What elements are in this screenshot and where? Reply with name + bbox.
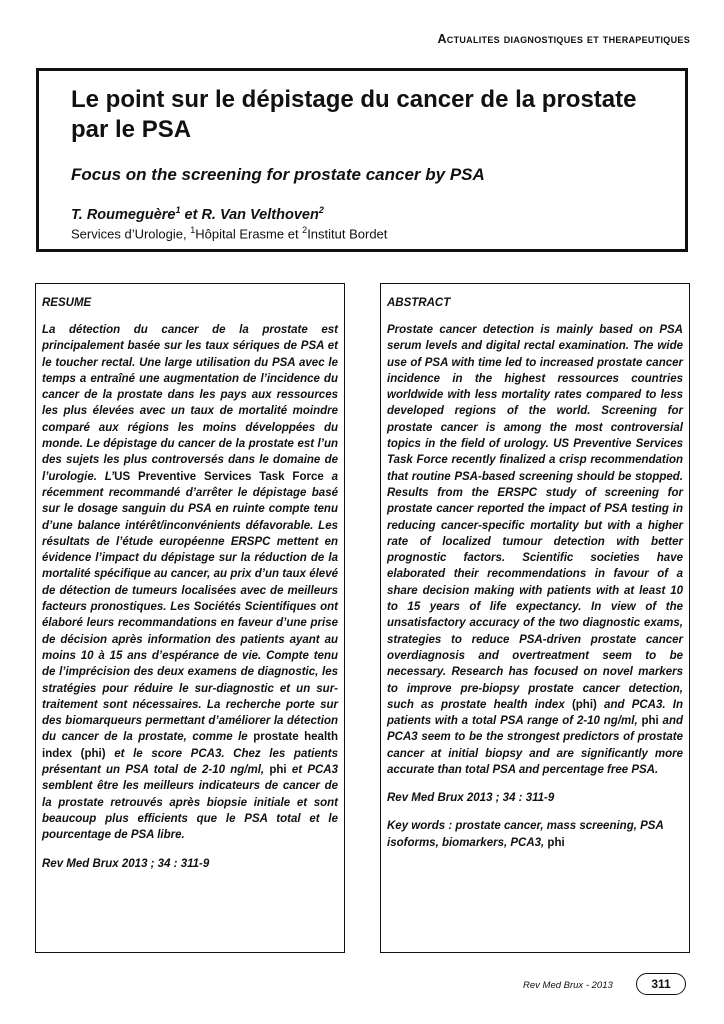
abstract-text-part: and PCA3 seem to be the strongest predictors of prostate cancer at initial biopsy and are significantly more accurate than total PSA and percentage free PSA. (387, 715, 684, 777)
resume-text (42, 322, 338, 844)
keywords-end: phi (547, 836, 565, 849)
page-number: 311 (636, 973, 686, 995)
resume-reference: Rev Med Brux 2013 ; 34 : 311-9 (42, 857, 210, 870)
author-1: T. Roumeguère (71, 206, 176, 223)
affiliation-mark-2: 2 (302, 225, 308, 235)
author-1-affil-mark: 1 (175, 205, 181, 215)
resume-text-part: prostate health index (phi) (42, 731, 338, 760)
affiliation-mark-1: 1 (190, 225, 196, 235)
abstract-reference: Rev Med Brux 2013 ; 34 : 311-9 (387, 792, 555, 805)
resume-text-part: et PCA3 semblent être les meilleurs indicateurs de cancer de la prostate retrouvés après biopsie initiale et sont beaucoup plus efficients que le PSA total et le pourcentage de PSA libre. (42, 764, 339, 842)
resume-text-part: La détection du cancer de la prostate est principalement basée sur les taux sériques de PSA et le toucher rectal. Une large utilisation du PSA avec le temps a entraîné une augmentation de l’incidence du cancer de la prostate dans les pays aux ressources les plus élevées avec un taux de mortalité moindre comparé aux régions les moins développées du monde. Le dépistage du cancer de la prostate est l’un des sujets les plus controversés dans le domaine de l’urologie. L’ (42, 324, 338, 483)
resume-text-part: et le score PCA3. Chez les patients présentant un PSA total de 2-10 ng/ml, (42, 747, 339, 777)
affiliation-institution-2: Institut Bordet (307, 226, 388, 242)
article-title: Le point sur le dépistage du cancer de la prostate par le PSA (71, 86, 637, 143)
abstract-text-part: phi (641, 715, 659, 728)
abstract-box (380, 283, 690, 953)
affiliation-prefix: Services d’Urologie, (71, 226, 191, 242)
section-header: Actualites diagnostiques et therapeutiques (437, 32, 690, 46)
resume-text-part: phi (269, 764, 287, 777)
resume-heading: RESUME (42, 297, 92, 309)
author-connector: et (180, 206, 202, 223)
abstract-heading: ABSTRACT (387, 297, 451, 309)
keywords-text: Key words : prostate cancer, mass screening, PSA isoforms, biomarkers, PCA3, (387, 820, 664, 849)
keywords (387, 818, 683, 851)
resume-text-part: a récemment recommandé d’arrêter le dépistage basé sur le dosage sanguin du PSA en ruinte compte tenu d’une balance intérêt/inconvénients défavorable. Les résultats de l’étude européenne ERSPC mettent en évidence l’impact du dépistage sur la réduction de la mortalité spécifique au cancer, au prix d’un taux élevé de détection de tumeurs localisées avec de meilleurs facteurs pronostiques. Les Sociétés Scientifiques ont élaboré leurs recommandations en faveur d’une prise de décision après information des patients ayant au moins 10 à 15 ans d’espérance de vie. Compte tenu de l’imprécision des deux examens de diagnostic, les stratégies pour réduire le sur-diagnostic et un sur-traitement sont nécessaires. La recherche porte sur des biomarqueurs permettant d’améliorer la détection du cancer de la prostate, comme le (42, 470, 338, 744)
abstract-text-part: and PCA3. In patients with a total PSA range of 2-10 ng/ml, (387, 698, 683, 728)
article-subtitle: Focus on the screening for prostate cancer by PSA (71, 165, 485, 184)
author-2-affil-mark: 2 (318, 205, 324, 215)
resume-text-part: US Preventive Services Task Force (114, 470, 324, 483)
authors (71, 205, 324, 223)
title-box (36, 68, 688, 252)
footer-journal: Rev Med Brux - 2013 (523, 980, 613, 991)
affiliation-institution-1: Hôpital Erasme et (195, 226, 303, 242)
abstract-text (387, 322, 683, 778)
abstract-text-part: (phi) (571, 698, 597, 711)
abstract-text-part: Prostate cancer detection is mainly based on PSA serum levels and digital rectal examination. The wide use of PSA with time led to increased prostate cancer incidence in the highest ressources countries worldwide with less mortality rates compared to less developed regions of the world. Screening for prostate cancer is among the most controversial topics in the field of urology. US Preventive Services Task Force recently finalized a crisp recommendation that routine PSA-based screening should be stopped. Results from the ERSPC study of screening for prostate cancer reported the impact of PSA testing in reducing cancer-specific mortality but with a higher rate of localized tumour detection with better prognostic factors. Scientific societies have elaborated their recommendations in favour of a share decision making with patients with at least 10 to 15 years of life expectancy. In view of the unsatisfactory accuracy of the two diagnostic exams, strategies to reduce PSA-driven prostate cancer overdiagnosis and overtreatment seem to be necessary. Research has focused on novel markers to improve pre-biopsy prostate cancer detection, such as prostate health index (387, 324, 683, 711)
affiliation (71, 225, 387, 241)
author-2: R. Van Velthoven (201, 206, 319, 223)
resume-box (35, 283, 345, 953)
